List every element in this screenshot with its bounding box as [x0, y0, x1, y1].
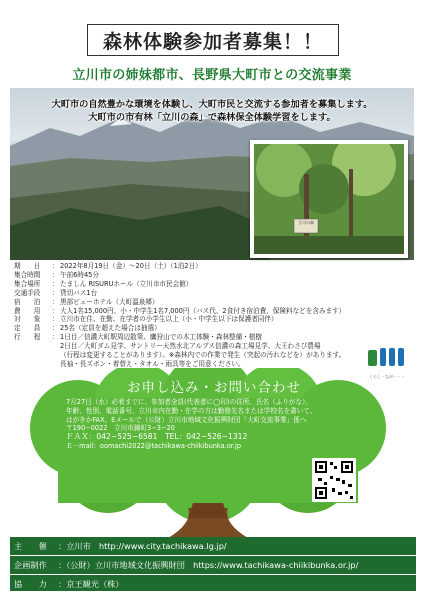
detail-row: 交通手段 ： 貸切バス1台 — [14, 288, 98, 297]
forest-sign-label: 立川の森 — [298, 220, 314, 225]
itinerary-line: 2日目／大町ダム見学、サントリー天然水北アルプス信濃の森工場見学、大王わさび農場 — [60, 342, 321, 351]
contact-info: 7月27日（水）必着までに、参加者全員(代表者に◯印)の住所、氏名（ふりがな）、 年齢、性別、電話番号、立川市内在勤・在学の方は勤務先名または学校名を書いて、 はがきかFAX、Eメールで（公財）立川市地域文化振興財団「大町交流事業」係へ 〒190−0022 立川市錦町3−3−20 ＦＡＸ：042−525−6581 TEL：042−526−1312 Ｅ－mail：oomachi2022@tachikawa-chiikibunka.or.jp — [66, 398, 317, 450]
detail-row: 行 程 ： 1日目／信濃大町駅周辺散策、鷹狩山での木工体験・森林整備・植樹 — [14, 333, 263, 342]
detail-row: 費 用 ： 大人1名15,000円、小・中学生1名7,000円（バス代、2食付き宿泊費、保険料などを含みます） — [14, 306, 346, 315]
detail-row: 期 日 ： 2022年8月19日（金）〜20日（土）（1泊2日） — [14, 262, 202, 270]
footer-credits — [10, 537, 416, 591]
event-details — [14, 262, 414, 369]
forest-inset-photo — [250, 140, 408, 258]
detail-row: 対 象 ： 立川市在住、在勤、在学者の小学生以上（小・中学生以下は保護者同伴） — [14, 315, 278, 324]
footer-row: 企画制作 ：（公財）立川市地域文化振興財団 https://www.tachikawa-chiikibunka.or.jp/ — [10, 556, 416, 575]
detail-row: 宿 泊 ： 黒部ビューホテル（大町温泉郷） — [14, 297, 159, 306]
intro-line-2: 大町市の市有林「立川の森」で森林保全体験学習をします。 — [88, 112, 336, 123]
detail-row: 集合場所 ： たましん RISURUホール（立川市市民会館） — [14, 279, 193, 288]
itinerary-note: （行程は変更することがあります）。※森林内での作業で発生（突起の汚れなどを）があります。 — [60, 351, 346, 360]
itinerary-note: 長袖・長ズボン・着替え・タオル・雨具等をご用意ください。 — [60, 359, 245, 368]
intro-line-1: 大町市の自然豊かな環境を体験し、大町市民と交流する参加者を募集します。 — [51, 99, 373, 110]
footer-row: 協 力 ：京王観光（株） — [14, 578, 124, 589]
city-logo-caption: くらし・なが・・・ — [369, 374, 405, 379]
detail-row: 集合時間 ： 午前6時45分 — [14, 270, 99, 279]
footer-row: 主 催 ：立川市 http://www.city.tachikawa.lg.jp/ — [10, 537, 416, 556]
detail-row: 定 員 ： 25名（定員を超えた場合は抽選） — [14, 324, 161, 333]
subtitle: 立川市の姉妹都市、長野県大町市との交流事業 — [72, 68, 352, 83]
contact-heading: お申し込み・お問い合わせ — [127, 380, 301, 396]
page-title: 森林体験参加者募集！！ — [87, 24, 339, 56]
qr-code[interactable] — [312, 458, 356, 502]
